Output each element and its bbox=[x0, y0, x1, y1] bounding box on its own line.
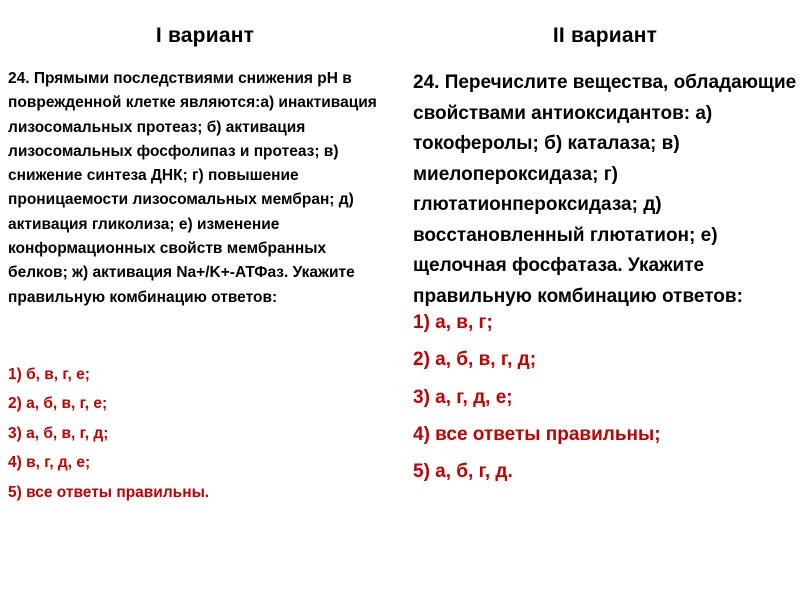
variant-2-answer-2: 2) а, б, в, г, д; bbox=[413, 349, 537, 371]
variant-2-question: 24. Перечислите вещества, обладающие свойствами антиоксидантов: а) токоферолы; б) каталаза; в) миелопероксидаза; г) глютатионпероксидаза; д) восстановленный глютатион; е) щелочная фосфатаза. Укажите правильную комбинацию ответов: bbox=[413, 72, 797, 307]
variant-2-answer-1: 1) а, в, г; bbox=[413, 312, 493, 333]
variant-2-answer-5: 5) а, б, г, д. bbox=[413, 461, 513, 483]
variant-2-answer-3: 3) а, г, д, е; bbox=[413, 386, 513, 408]
variant-1-answer-4: 4) в, г, д, е; bbox=[8, 454, 91, 472]
variant-1-answer-5: 5) все ответы правильны. bbox=[8, 483, 210, 501]
variant-2-heading: II вариант bbox=[552, 24, 658, 47]
variant-1-answers bbox=[8, 360, 209, 507]
variant-1-question: 24. Прямыми последствиями снижения pH в поврежденной клетке являются:а) инактивация лизосомальных протеаз; б) активация лизосомальных фосфолипаз и протеаз; в) снижение синтеза ДНК; г) повышение проницаемости лизосомальных мембран; д) активация гликолиза; е) изменение конформационных свойств мембранных белков; ж) активация Na+/K+-АТФаз. Укажите правильную комбинацию ответов: bbox=[8, 70, 377, 306]
variant-1-heading: I вариант bbox=[155, 24, 255, 47]
variant-1-answer-1: 1) б, в, г, е; bbox=[8, 366, 90, 383]
variant-2-answers bbox=[413, 304, 661, 490]
variant-1-answer-3: 3) а, б, в, г, д; bbox=[8, 424, 109, 442]
variant-2-answer-4: 4) все ответы правильны; bbox=[413, 423, 661, 445]
variant-1-answer-2: 2) а, б, в, г, е; bbox=[8, 395, 108, 413]
